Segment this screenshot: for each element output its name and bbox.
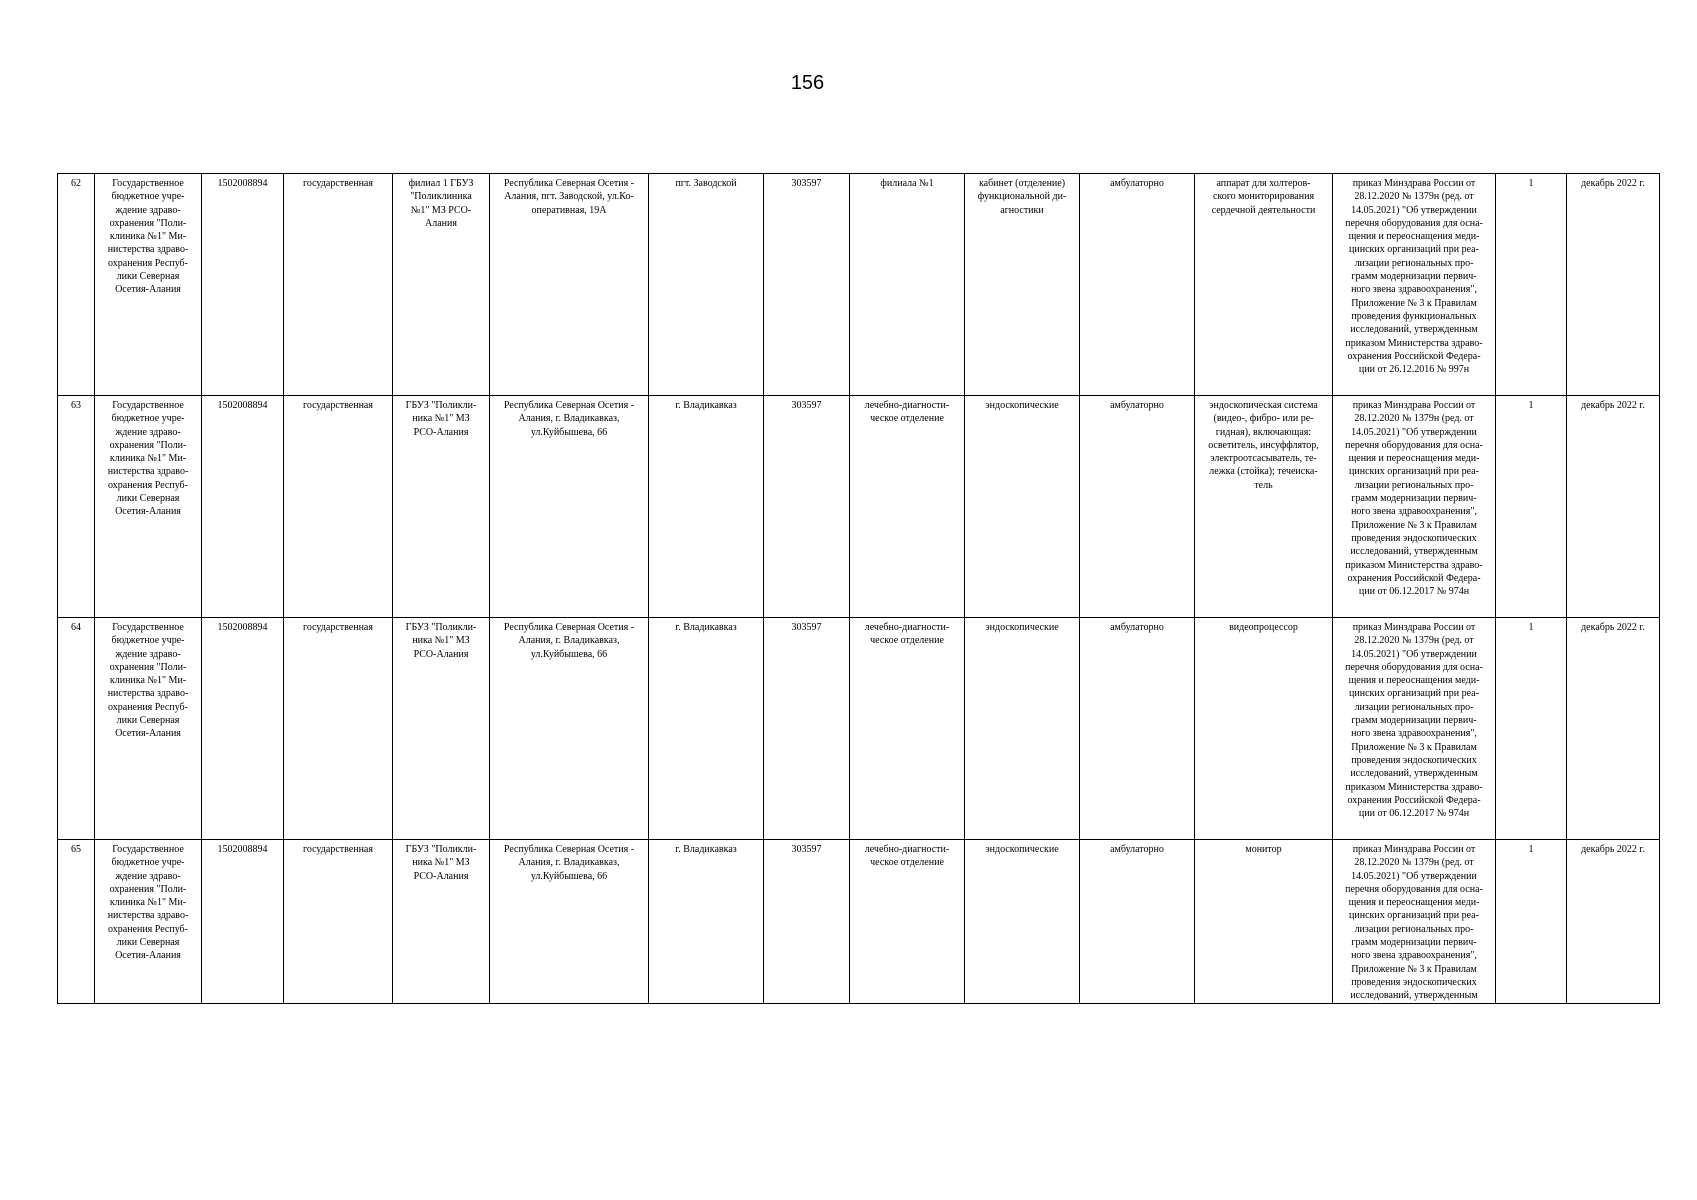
cell-locality: пгт. Заводской bbox=[649, 174, 764, 396]
cell-number: 62 bbox=[58, 174, 95, 396]
cell-number: 64 bbox=[58, 618, 95, 840]
cell-department: эндоскопические bbox=[965, 618, 1080, 840]
cell-branch: филиал 1 ГБУЗ "Поликлиника №1" МЗ РСО- Алания bbox=[393, 174, 490, 396]
cell-date: декабрь 2022 г. bbox=[1567, 396, 1660, 618]
cell-organization: Государственное бюджетное учре- ждение здраво- охранения "Поли- клиника №1" Ми- нистерства здраво- охранения Респуб- лики Северная Осетия-Алания bbox=[95, 840, 202, 1004]
cell-basis: приказ Минздрава России от 28.12.2020 № 1379н (ред. от 14.05.2021) "Об утверждении перечня оборудования для осна- щения и переоснащения меди- цинских организаций при реа- лизации региональных про- грамм модернизации первич- ного звена здравоохранения", Приложение № 3 к Правилам проведения эндоскопических исследований, утвержденным приказом Министерства здраво- охранения Российской Федера- ции от 06.12.2017 № 974н bbox=[1333, 396, 1496, 618]
cell-branch: ГБУЗ "Поликли- ника №1" МЗ РСО-Алания bbox=[393, 396, 490, 618]
cell-address: Республика Северная Осетия - Алания, пгт. Заводской, ул.Ко- оперативная, 19А bbox=[490, 174, 649, 396]
cell-date: декабрь 2022 г. bbox=[1567, 618, 1660, 840]
cell-locality: г. Владикавказ bbox=[649, 396, 764, 618]
cell-unit: филиала №1 bbox=[850, 174, 965, 396]
table-row bbox=[58, 174, 1660, 396]
cell-conditions: амбулаторно bbox=[1080, 396, 1195, 618]
cell-address: Республика Северная Осетия - Алания, г. Владикавказ, ул.Куйбышева, 66 bbox=[490, 618, 649, 840]
cell-okpo: 303597 bbox=[764, 618, 850, 840]
cell-equipment: эндоскопическая система (видео-, фибро- или ре- гидная), включающая: осветитель, инсуффлятор, электроотсасыватель, те- лежка (стойка); течеиска- тель bbox=[1195, 396, 1333, 618]
table-row bbox=[58, 618, 1660, 840]
cell-equipment: монитор bbox=[1195, 840, 1333, 1004]
cell-address: Республика Северная Осетия - Алания, г. Владикавказ, ул.Куйбышева, 66 bbox=[490, 396, 649, 618]
cell-department: кабинет (отделение) функциональной ди- агностики bbox=[965, 174, 1080, 396]
cell-locality: г. Владикавказ bbox=[649, 618, 764, 840]
cell-basis: приказ Минздрава России от 28.12.2020 № 1379н (ред. от 14.05.2021) "Об утверждении перечня оборудования для осна- щения и переоснащения меди- цинских организаций при реа- лизации региональных про- грамм модернизации первич- ного звена здравоохранения", Приложение № 3 к Правилам проведения функциональных исследований, утвержденным приказом Министерства здраво- охранения Российской Федера- ции от 26.12.2016 № 997н bbox=[1333, 174, 1496, 396]
cell-ownership: государственная bbox=[284, 618, 393, 840]
cell-locality: г. Владикавказ bbox=[649, 840, 764, 1004]
cell-code: 1502008894 bbox=[202, 840, 284, 1004]
cell-code: 1502008894 bbox=[202, 618, 284, 840]
cell-organization: Государственное бюджетное учре- ждение здраво- охранения "Поли- клиника №1" Ми- нистерства здраво- охранения Респуб- лики Северная Осетия-Алания bbox=[95, 618, 202, 840]
cell-okpo: 303597 bbox=[764, 840, 850, 1004]
cell-conditions: амбулаторно bbox=[1080, 174, 1195, 396]
table-row bbox=[58, 840, 1660, 1004]
cell-date: декабрь 2022 г. bbox=[1567, 174, 1660, 396]
page-number: 156 bbox=[790, 72, 825, 94]
cell-quantity: 1 bbox=[1496, 174, 1567, 396]
cell-ownership: государственная bbox=[284, 174, 393, 396]
cell-organization: Государственное бюджетное учре- ждение здраво- охранения "Поли- клиника №1" Ми- нистерства здраво- охранения Респуб- лики Северная Осетия-Алания bbox=[95, 174, 202, 396]
cell-ownership: государственная bbox=[284, 396, 393, 618]
cell-basis: приказ Минздрава России от 28.12.2020 № 1379н (ред. от 14.05.2021) "Об утверждении перечня оборудования для осна- щения и переоснащения меди- цинских организаций при реа- лизации региональных про- грамм модернизации первич- ного звена здравоохранения", Приложение № 3 к Правилам проведения эндоскопических исследований, утвержденным bbox=[1333, 840, 1496, 1004]
cell-branch: ГБУЗ "Поликли- ника №1" МЗ РСО-Алания bbox=[393, 618, 490, 840]
cell-okpo: 303597 bbox=[764, 396, 850, 618]
cell-okpo: 303597 bbox=[764, 174, 850, 396]
cell-ownership: государственная bbox=[284, 840, 393, 1004]
cell-unit: лечебно-диагности- ческое отделение bbox=[850, 396, 965, 618]
cell-equipment: аппарат для холтеров- ского мониторирования сердечной деятельности bbox=[1195, 174, 1333, 396]
cell-unit: лечебно-диагности- ческое отделение bbox=[850, 618, 965, 840]
cell-organization: Государственное бюджетное учре- ждение здраво- охранения "Поли- клиника №1" Ми- нистерства здраво- охранения Респуб- лики Северная Осетия-Алания bbox=[95, 396, 202, 618]
table-row bbox=[58, 396, 1660, 618]
cell-address: Республика Северная Осетия - Алания, г. Владикавказ, ул.Куйбышева, 66 bbox=[490, 840, 649, 1004]
cell-quantity: 1 bbox=[1496, 840, 1567, 1004]
cell-date: декабрь 2022 г. bbox=[1567, 840, 1660, 1004]
cell-quantity: 1 bbox=[1496, 396, 1567, 618]
cell-code: 1502008894 bbox=[202, 174, 284, 396]
cell-department: эндоскопические bbox=[965, 396, 1080, 618]
cell-code: 1502008894 bbox=[202, 396, 284, 618]
cell-equipment: видеопроцессор bbox=[1195, 618, 1333, 840]
cell-quantity: 1 bbox=[1496, 618, 1567, 840]
cell-number: 63 bbox=[58, 396, 95, 618]
equipment-table bbox=[57, 173, 1660, 1004]
cell-branch: ГБУЗ "Поликли- ника №1" МЗ РСО-Алания bbox=[393, 840, 490, 1004]
cell-conditions: амбулаторно bbox=[1080, 840, 1195, 1004]
cell-department: эндоскопические bbox=[965, 840, 1080, 1004]
cell-conditions: амбулаторно bbox=[1080, 618, 1195, 840]
cell-number: 65 bbox=[58, 840, 95, 1004]
cell-basis: приказ Минздрава России от 28.12.2020 № 1379н (ред. от 14.05.2021) "Об утверждении перечня оборудования для осна- щения и переоснащения меди- цинских организаций при реа- лизации региональных про- грамм модернизации первич- ного звена здравоохранения", Приложение № 3 к Правилам проведения эндоскопических исследований, утвержденным приказом Министерства здраво- охранения Российской Федера- ции от 06.12.2017 № 974н bbox=[1333, 618, 1496, 840]
cell-unit: лечебно-диагности- ческое отделение bbox=[850, 840, 965, 1004]
